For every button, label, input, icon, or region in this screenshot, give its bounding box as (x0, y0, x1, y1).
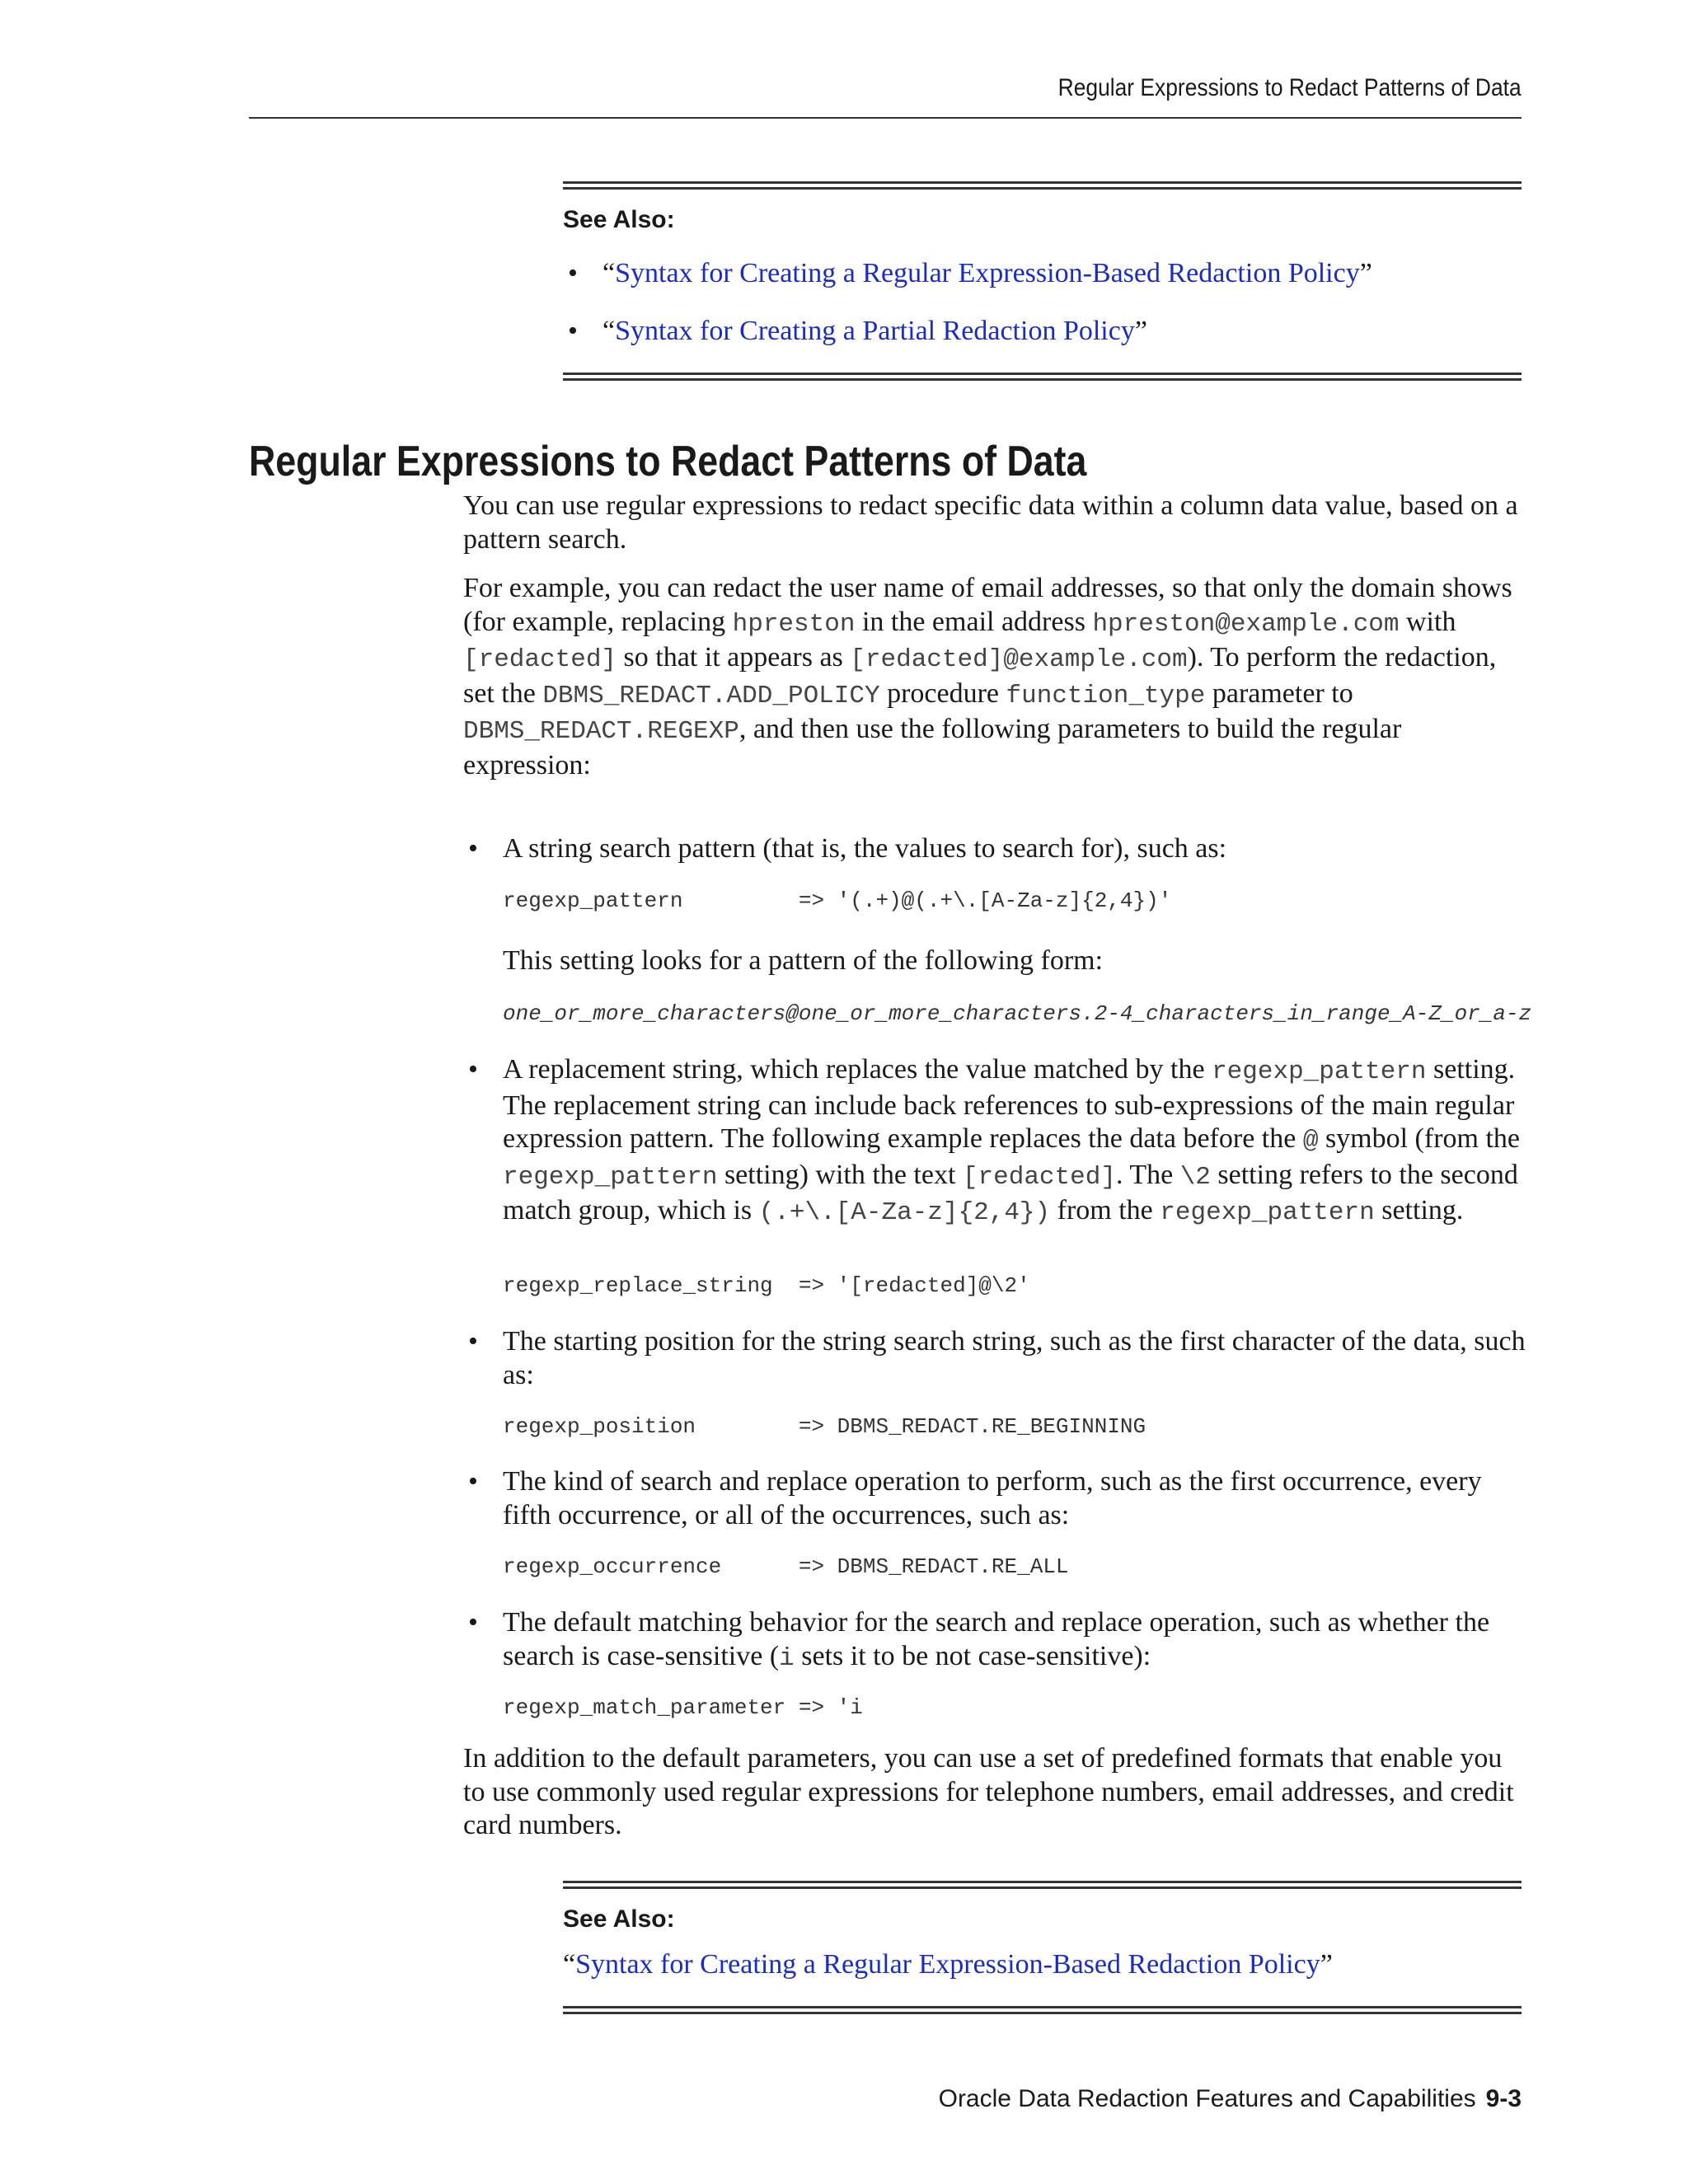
page-footer (939, 2085, 1522, 2113)
see-also-top-rule (563, 181, 1522, 190)
code-inline: [redacted] (463, 645, 617, 674)
bullet-icon: • (468, 1466, 478, 1497)
bullet-icon: • (568, 316, 578, 346)
link-regexp-policy[interactable]: Syntax for Creating a Regular Expression-Based Redaction Policy (575, 1949, 1320, 1980)
code-inline: hpreston (732, 609, 856, 639)
bullet-icon: • (468, 1326, 478, 1357)
page-number: 9-3 (1485, 2085, 1522, 2112)
code-pattern-form: one_or_more_characters@one_or_more_characters.2-4_characters_in_range_A-Z_or_a-z (503, 1001, 1532, 1026)
see-also-item: • “Syntax for Creating a Partial Redaction Policy” (568, 316, 1147, 346)
code-inline: function_type (1006, 681, 1206, 710)
closing-paragraph: In addition to the default parameters, you can use a set of predefined formats that enable you to use commonly used regular expressions for telephone numbers, email addresses, and credit card numbers. (463, 1743, 1514, 1840)
see-also-top-list (563, 257, 1522, 348)
code-inline: (.+\.[A-Za-z]{2,4}) (758, 1198, 1051, 1227)
code-inline: regexp_pattern (503, 1162, 718, 1192)
pattern-form-note: This setting looks for a pattern of the following form: (503, 945, 1104, 976)
see-also-top-title: See Also: (563, 206, 675, 233)
see-also-bottom-rule (563, 1881, 1522, 1889)
see-also-bottom-title: See Also: (563, 1905, 675, 1933)
bullet-occurrence: • The kind of search and replace operation to perform, such as the first occurrence, every fifth occurrence, or all of the occurrences, such as: (468, 1466, 1482, 1530)
bullet-icon: • (468, 833, 478, 864)
see-also-bottom-item: “Syntax for Creating a Regular Expression-Based Redaction Policy” (563, 1949, 1333, 1980)
bullet-replacement-string: • A replacement string, which replaces the value matched by the regexp_pattern setting. The replacement string can include back references to sub-expressions of the main regular expression pattern. The following example replaces the data before the @ symbol (from the regexp_pattern setting) with the text [redacted]. The \2 setting refers to the second match group, which is (.+\.[A-Za-z]{2,4}) from the regexp_pattern setting. (468, 1054, 1521, 1227)
code-regexp-pattern: regexp_pattern => '(.+)@(.+\.[A-Za-z]{2,4})' (503, 888, 1172, 913)
code-inline: @ (1302, 1127, 1319, 1155)
code-match-parameter: regexp_match_parameter => 'i (503, 1695, 863, 1720)
code-inline: regexp_pattern (1212, 1057, 1427, 1086)
code-inline: regexp_pattern (1160, 1198, 1375, 1227)
see-also-item: • “Syntax for Creating a Regular Expression-Based Redaction Policy” (568, 258, 1372, 288)
code-replace-string: regexp_replace_string => '[redacted]@\2' (503, 1273, 1030, 1298)
bullet-icon: • (468, 1054, 478, 1085)
bullet-match-parameter: • The default matching behavior for the search and replace operation, such as whether the search is case-sensitive (i sets it to be not case-sensitive): (468, 1607, 1490, 1673)
link-regexp-policy[interactable]: Syntax for Creating a Regular Expression-Based Redaction Policy (615, 258, 1360, 288)
example-paragraph: For example, you can redact the user name of email addresses, so that only the domain shows (for example, replacing hpreston in the email address hpreston@example.com with [redacted] so that it appears as [redacted]@example.com). To perform the redaction, set the DBMS_REDACT.ADD_POLICY procedure function_type parameter to DBMS_REDACT.REGEXP, and then use the following parameters to build the regular expression: (463, 573, 1512, 780)
code-inline: hpreston@example.com (1092, 609, 1400, 639)
code-regexp-position: regexp_position => DBMS_REDACT.RE_BEGINNING (503, 1414, 1146, 1439)
footer-title: Oracle Data Redaction Features and Capabilities (938, 2085, 1476, 2112)
see-also-bottom-bottom-rule (563, 2006, 1522, 2014)
see-also-bottom (563, 1881, 1522, 2014)
see-also-top-bottom-rule (563, 373, 1522, 381)
intro-paragraph: You can use regular expressions to redact specific data within a column data value, based on a pattern search. (463, 490, 1518, 555)
code-inline: [redacted] (962, 1162, 1116, 1192)
code-inline: [redacted]@example.com (850, 645, 1188, 674)
code-regexp-occurrence: regexp_occurrence => DBMS_REDACT.RE_ALL (503, 1554, 1069, 1579)
header-rule (249, 117, 1522, 119)
bullet-starting-position: • The starting position for the string search string, such as the first character of the data, such as: (468, 1326, 1526, 1390)
section-heading: Regular Expressions to Redact Patterns of Data (249, 438, 1087, 485)
code-inline: DBMS_REDACT.REGEXP (463, 717, 739, 746)
bullet-search-pattern: • A string search pattern (that is, the values to search for), such as: (463, 832, 1526, 866)
bullet-icon: • (568, 258, 578, 288)
bullet-icon: • (468, 1607, 478, 1638)
see-also-top (563, 181, 1522, 381)
code-inline: DBMS_REDACT.ADD_POLICY (542, 681, 880, 710)
link-partial-policy[interactable]: Syntax for Creating a Partial Redaction Policy (615, 316, 1135, 346)
code-inline: i (779, 1643, 795, 1673)
code-inline: \2 (1179, 1162, 1211, 1192)
running-header: Regular Expressions to Redact Patterns of Data (1057, 74, 1522, 101)
